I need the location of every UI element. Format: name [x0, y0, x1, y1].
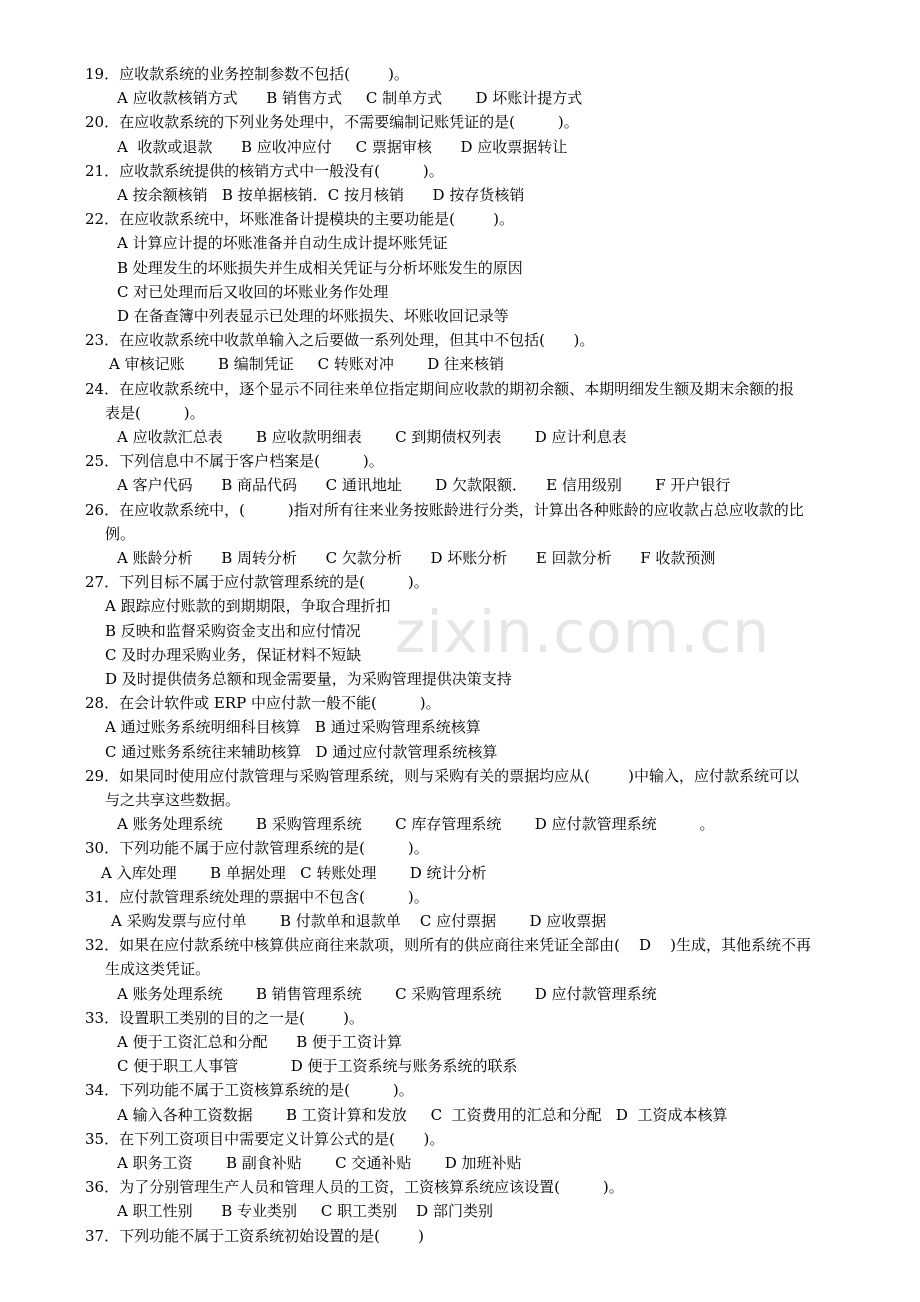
option-line: A 审核记账 B 编制凭证 C 转账对冲 D 往来核销 [109, 355, 505, 373]
option-line: A 跟踪应付账款的到期期限，争取合理折扣 [105, 597, 391, 615]
question-line: 37．下列功能不属于工资系统初始设置的是( ) [85, 1227, 424, 1245]
question-line: 28．在会计软件或 ERP 中应付款一般不能( )。 [85, 694, 441, 712]
question-line: 26．在应收款系统中，( )指对所有往来业务按账龄进行分类，计算出各种账龄的应收款占总应收款的比 [85, 501, 804, 519]
watermark: zixin.com.cn [395, 598, 771, 666]
option-line: A 应收款核销方式 B 销售方式 C 制单方式 D 坏账计提方式 [117, 89, 583, 107]
option-line: C 通过账务系统往来辅助核算 D 通过应付款管理系统核算 [105, 743, 498, 761]
option-line: A 职务工资 B 副食补贴 C 交通补贴 D 加班补贴 [117, 1154, 522, 1172]
question-line: 31．应付款管理系统处理的票据中不包含( )。 [85, 888, 429, 906]
option-line: D 及时提供债务总额和现金需要量，为采购管理提供决策支持 [105, 670, 512, 688]
question-line: 23．在应收款系统中收款单输入之后要做一系列处理，但其中不包括( )。 [85, 331, 595, 349]
option-line: C 对已处理而后又收回的坏账业务作处理 [117, 283, 389, 301]
option-line: C 及时办理采购业务，保证材料不短缺 [105, 646, 362, 664]
option-line: 例。 [105, 525, 136, 543]
question-line: 19．应收款系统的业务控制参数不包括( )。 [85, 65, 409, 83]
question-line: 33．设置职工类别的目的之一是( )。 [85, 1009, 364, 1027]
option-line: A 应收款汇总表 B 应收款明细表 C 到期债权列表 D 应计利息表 [117, 428, 627, 446]
question-line: 25．下列信息中不属于客户档案是( )。 [85, 452, 384, 470]
option-line: A 收款或退款 B 应收冲应付 C 票据审核 D 应收票据转让 [117, 138, 568, 156]
option-line: A 按余额核销 B 按单据核销．C 按月核销 D 按存货核销 [117, 186, 525, 204]
question-line: 35．在下列工资项目中需要定义计算公式的是( )。 [85, 1130, 445, 1148]
option-line: A 账务处理系统 B 销售管理系统 C 采购管理系统 D 应付款管理系统 [117, 985, 657, 1003]
option-line: A 通过账务系统明细科目核算 B 通过采购管理系统核算 [105, 718, 481, 736]
option-line: 生成这类凭证。 [105, 960, 211, 978]
option-line: A 账龄分析 B 周转分析 C 欠款分析 D 坏账分析 E 回款分析 F 收款预测 [117, 549, 716, 567]
option-line: A 采购发票与应付单 B 付款单和退款单 C 应付票据 D 应收票据 [111, 912, 607, 930]
question-line: 29．如果同时使用应付款管理与采购管理系统，则与采购有关的票据均应从( )中输入，应付款系统可以 [85, 767, 799, 785]
option-line: 与之共享这些数据。 [105, 791, 241, 809]
option-line: A 输入各种工资数据 B 工资计算和发放 C 工资费用的汇总和分配 D 工资成本核算 [117, 1106, 728, 1124]
option-line: A 职工性别 B 专业类别 C 职工类别 D 部门类别 [117, 1202, 493, 1220]
option-line: A 客户代码 B 商品代码 C 通讯地址 D 欠款限额． E 信用级别 F 开户银行 [117, 476, 731, 494]
option-line: B 反映和监督采购资金支出和应付情况 [105, 622, 361, 640]
question-line: 21．应收款系统提供的核销方式中一般没有( )。 [85, 162, 444, 180]
question-line: 32．如果在应付款系统中核算供应商往来款项，则所有的供应商往来凭证全部由( D )生成，其他系统不再 [85, 936, 811, 954]
question-line: 36．为了分别管理生产人员和管理人员的工资，工资核算系统应该设置( )。 [85, 1178, 624, 1196]
option-line: B 处理发生的坏账损失并生成相关凭证与分析坏账发生的原因 [117, 259, 523, 277]
option-line: C 便于职工人事管 D 便于工资系统与账务系统的联系 [117, 1057, 518, 1075]
option-line: A 便于工资汇总和分配 B 便于工资计算 [117, 1033, 403, 1051]
question-line: 27．下列目标不属于应付款管理系统的是( )。 [85, 573, 429, 591]
question-line: 20．在应收款系统的下列业务处理中，不需要编制记账凭证的是( )。 [85, 113, 579, 131]
question-line: 22．在应收款系统中，坏账准备计提模块的主要功能是( )。 [85, 210, 514, 228]
question-line: 24．在应收款系统中，逐个显示不同往来单位指定期间应收款的期初余额、本期明细发生额及期末余额的报 [85, 380, 795, 398]
option-line: A 入库处理 B 单据处理 C 转账处理 D 统计分析 [101, 864, 487, 882]
question-line: 34．下列功能不属于工资核算系统的是( )。 [85, 1081, 414, 1099]
option-line: A 账务处理系统 B 采购管理系统 C 库存管理系统 D 应付款管理系统 。 [117, 815, 715, 833]
option-line: A 计算应计提的坏账准备并自动生成计提坏账凭证 [117, 234, 448, 252]
question-line: 30．下列功能不属于应付款管理系统的是( )。 [85, 839, 429, 857]
option-line: D 在备查簿中列表显示已处理的坏账损失、坏账收回记录等 [117, 307, 509, 325]
option-line: 表是( )。 [105, 404, 205, 422]
